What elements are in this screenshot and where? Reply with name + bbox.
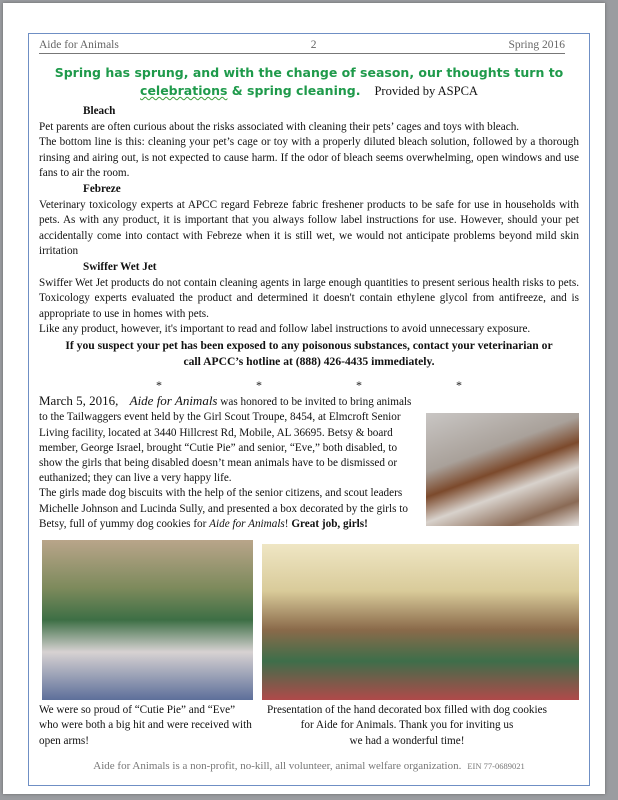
article-title [39,64,579,100]
paragraph: Veterinary toxicology experts at APCC regard Febreze fabric freshener products to be safe for use in households with pets. As with any product, it is important that you always follow label instructions for use. However, should your pet accidentally come into contact with Febreze when it is still wet, we would not anticipate problems beyond mild skin irritation [39,198,579,258]
event-story [39,393,420,532]
paragraph: Like any product, however, it's important to read and follow label instructions to avoid unnecessary exposure. [39,323,531,336]
separator-star: * [456,378,462,393]
photo-column-right [262,540,579,750]
header-left: Aide for Animals [39,39,119,51]
header-right: Spring 2016 [508,39,565,51]
provided-by: Provided by ASPCA [374,84,478,98]
title-line-1: Spring has sprung, and with the change of season, our thoughts turn to [54,65,564,80]
caption-text: Presentation of the hand decorated box filled with dog cookies for Aide for Animals. Thank you for inviting us [267,703,547,732]
page-number: 2 [310,39,317,51]
caption-text: we had a wonderful time! [349,734,465,747]
photo-caption-right [262,703,552,750]
box-presentation-photo [262,544,579,700]
page-footer [39,759,579,773]
event-section [39,393,579,532]
story-text: was honored to be invited to bring animals to the Tailwaggers event held by the Girl Scout Troupe, 8454, at Elmcroft Senior Living facility, located at 3440 Hillcrest Rd, Mobile, AL 36695. Betsy & board member, George Israel, brought “Cutie Pie” and senior, “Eve,” both disabled, to show the girls that being disabled doesn’t mean animals have to be dismissed or euthanized; they can live a very happy life. [39,396,412,485]
page-border [28,33,590,786]
photo-caption-left: We were so proud of “Cutie Pie” and “Eve” who were both a big hit and were received with open arms! [39,703,252,747]
title-word: celebrations [140,83,228,98]
warning-text: If you suspect your pet has been exposed to any poisonous substances, contact your veterinarian or call APCC’s hotline at (888) 426-4435 immediately. [65,338,553,368]
separator [39,377,579,393]
story-date: March 5, 2016, [39,393,119,409]
org-name: Aide for Animals [209,517,285,530]
dogs-photo [426,413,579,526]
title-line-2 [39,82,579,100]
paragraph: The bottom line is this: cleaning your pet’s cage or toy with a properly diluted bleach solution, followed by a thorough rinsing and airing out, is not expected to cause harm. If the odor of bleach seems overwhelming, open windows and use fans to air the room. [39,136,579,180]
separator-star: * [256,378,262,393]
ein-number: EIN 77-0689021 [467,761,525,772]
page-header [39,38,565,54]
story-text: ! [284,517,292,530]
section-heading: Swiffer Wet Jet [83,260,157,273]
paragraph: Pet parents are often curious about the risks associated with cleaning their pets’ cages and toys with bleach. [39,120,520,133]
photo-column-left [39,540,257,750]
title-rest: & spring cleaning. [227,83,361,98]
section-heading: Bleach [83,105,116,117]
separator-star: * [356,378,362,393]
photo-row [39,540,579,750]
story-text: The girls made dog biscuits with the help of the senior citizens, and scout leaders Michelle Johnson and Lucinda Sully, and presented a box decorated by the girls to Betsy, full of yummy dog cookies for [39,487,408,530]
story-cheer: Great job, girls! [291,517,368,530]
org-name: Aide for Animals [129,393,218,409]
article-body [39,104,579,369]
document-page [3,3,605,794]
separator-star: * [156,378,162,393]
section-heading: Febreze [83,182,121,195]
paragraph: Swiffer Wet Jet products do not contain cleaning agents in large enough quantities to present serious health risks to pets. Toxicology experts evaluated the product and determined it doesn't contain ethylene glycol from antifreeze, and is appropriate to use in homes with pets. [39,276,579,320]
girl-scouts-group-photo [42,540,253,700]
footer-text: Aide for Animals is a non-profit, no-kill, all volunteer, animal welfare organization. [93,760,462,773]
